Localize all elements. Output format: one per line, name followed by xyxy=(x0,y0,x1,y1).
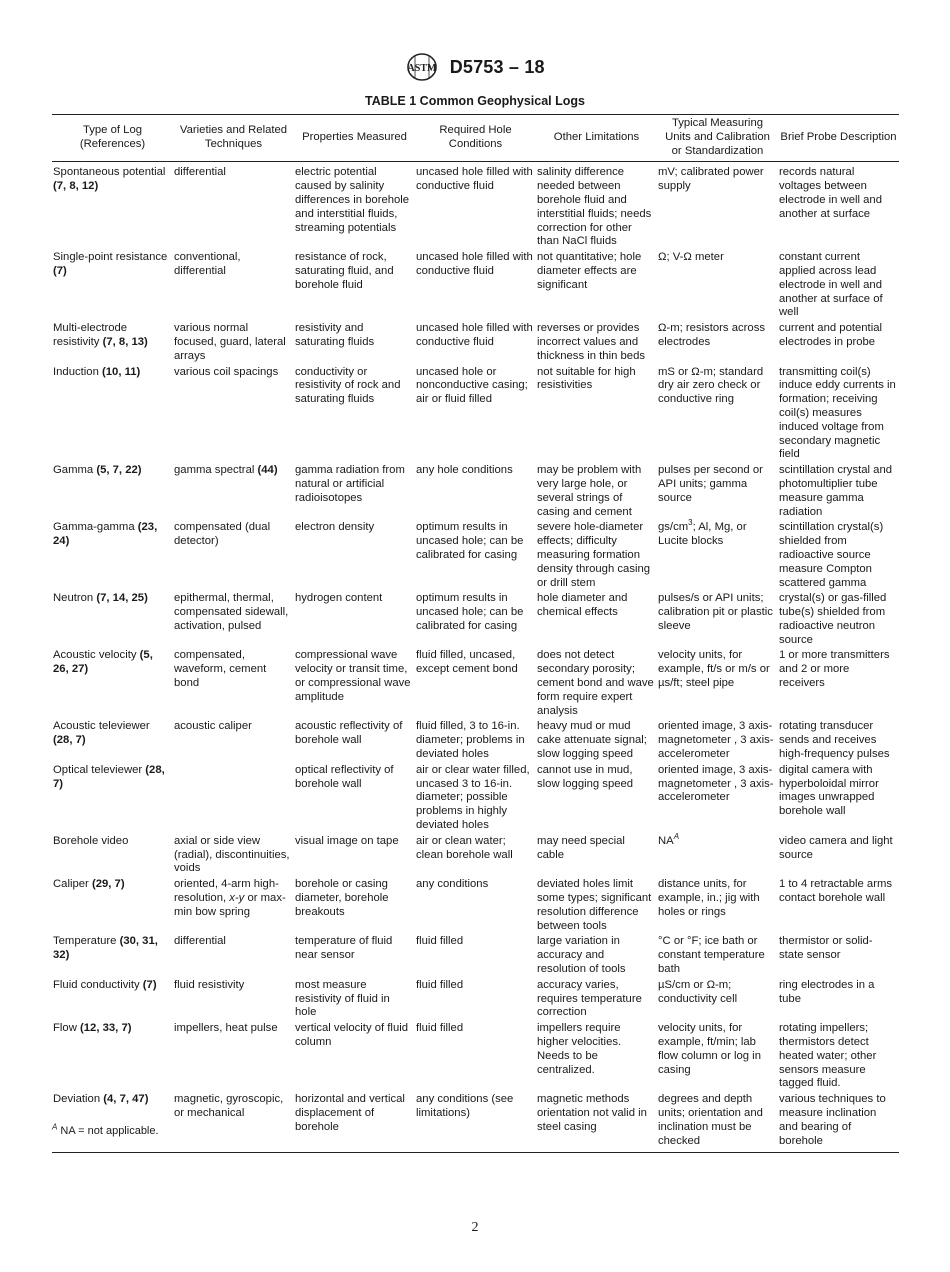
log-name: Multi-electrode resistivity xyxy=(53,322,128,348)
varieties-cell xyxy=(173,463,294,520)
limitations-cell: may be problem with very large hole, or several strings of casing and cement xyxy=(537,464,642,518)
hole-conditions-cell: uncased hole filled with conductive fluid xyxy=(416,166,533,193)
varieties-cell xyxy=(173,365,294,464)
probe-description-cell: digital camera with hyperboloidal mirror images unwrapped borehole wall xyxy=(779,763,879,818)
probe-description-cell: ring electrodes in a tube xyxy=(779,978,875,1005)
units-text: velocity units, for example, ft/min; lab flow column or log in casing xyxy=(658,1022,761,1076)
probe-description-cell: current and potential electrodes in probe xyxy=(779,322,882,348)
table-row xyxy=(52,162,899,250)
log-type-cell xyxy=(52,978,173,1021)
table-row xyxy=(52,877,899,934)
units-text: µS/cm or Ω-m; conductivity cell xyxy=(658,978,738,1005)
probe-description-cell: records natural voltages between electrode in well and another at surface xyxy=(779,166,882,220)
column-header: Typical Measuring Units and Calibration or Standardization xyxy=(657,115,778,162)
log-name: Neutron xyxy=(53,592,94,605)
properties-cell: temperature of fluid near sensor xyxy=(295,935,393,962)
table-row xyxy=(52,978,899,1021)
limitations-cell: large variation in accuracy and resolution of tools xyxy=(537,935,626,976)
limitations-cell: cannot use in mud, slow logging speed xyxy=(537,763,634,790)
hole-conditions-cell: fluid filled xyxy=(416,935,464,948)
varieties-cell xyxy=(173,719,294,762)
varieties-text: acoustic caliper xyxy=(174,720,252,733)
log-name: Deviation xyxy=(53,1093,101,1106)
column-header: Type of Log (References) xyxy=(52,115,173,162)
varieties-cell xyxy=(173,877,294,934)
hole-conditions-cell: uncased hole or nonconductive casing; air or fluid filled xyxy=(416,365,528,406)
log-references: (28, 7) xyxy=(53,763,165,790)
hole-conditions-cell: fluid filled xyxy=(416,978,464,991)
properties-cell: resistance of rock, saturating fluid, and borehole fluid xyxy=(295,251,394,291)
footnote-mark: A xyxy=(52,1122,58,1132)
log-name: Borehole video xyxy=(53,834,129,847)
varieties-cell xyxy=(173,648,294,719)
units-text: pulses per second or API units; gamma source xyxy=(658,464,763,504)
properties-cell: visual image on tape xyxy=(295,834,399,847)
units-text: Ω-m; resistors across electrodes xyxy=(658,322,765,348)
limitations-cell: salinity difference needed between borehole fluid and interstitial fluids; needs correction for other than NaCl fluids xyxy=(537,166,652,248)
table-row xyxy=(52,834,899,877)
varieties-text: epithermal, thermal, compensated sidewall, activation, pulsed xyxy=(174,592,289,632)
limitations-cell: hole diameter and chemical effects xyxy=(537,592,628,619)
probe-description-cell: video camera and light source xyxy=(779,834,893,861)
column-header: Properties Measured xyxy=(294,115,415,162)
units-cell xyxy=(657,877,778,934)
table-row xyxy=(52,520,899,591)
probe-description-cell: 1 or more transmitters and 2 or more receivers xyxy=(779,649,890,690)
properties-cell: borehole or casing diameter, borehole breakouts xyxy=(295,878,389,918)
units-footnote-mark: A xyxy=(673,832,680,842)
units-cell xyxy=(657,463,778,520)
varieties-cell xyxy=(173,978,294,1021)
table-row xyxy=(52,250,899,321)
log-type-cell xyxy=(52,1021,173,1092)
log-name: Single-point resistance xyxy=(53,251,168,264)
limitations-cell: deviated holes limit some types; significant resolution difference between tools xyxy=(537,878,652,932)
probe-description-cell: rotating impellers; thermistors detect heated water; other sensors measure tagged fluid. xyxy=(779,1022,877,1090)
geophysical-logs-table xyxy=(52,114,899,1153)
table-header xyxy=(52,115,899,162)
units-cell xyxy=(657,1021,778,1092)
probe-description-cell: 1 to 4 retractable arms contact borehole wall xyxy=(779,878,893,905)
log-name: Flow xyxy=(53,1022,77,1035)
units-cell xyxy=(657,648,778,719)
table-row xyxy=(52,591,899,648)
varieties-text: various coil spacings xyxy=(174,365,279,378)
units-text: NA xyxy=(658,834,674,847)
probe-description-cell: constant current applied across lead electrode in well and another at surface of well xyxy=(779,251,883,319)
units-cell xyxy=(657,934,778,977)
probe-description-cell: transmitting coil(s) induce eddy currents in formation; receiving coil(s) measures induced voltage from secondary magnetic field xyxy=(779,365,896,461)
varieties-cell xyxy=(173,834,294,877)
log-references: (30, 31, 32) xyxy=(53,935,158,962)
properties-cell: electric potential caused by salinity differences in borehole and interstitial fluids, streaming potentials xyxy=(295,166,410,234)
log-type-cell xyxy=(52,934,173,977)
table-row xyxy=(52,934,899,977)
log-name: Temperature xyxy=(53,935,117,948)
table-row xyxy=(52,719,899,762)
varieties-text: magnetic, gyroscopic, or mechanical xyxy=(174,1093,284,1119)
log-references: (7) xyxy=(53,264,67,277)
column-header: Varieties and Related Techniques xyxy=(173,115,294,162)
table-body xyxy=(52,162,899,1153)
varieties-cell xyxy=(173,250,294,321)
log-name: Acoustic televiewer xyxy=(53,720,150,733)
column-header: Brief Probe Description xyxy=(778,115,899,162)
log-references: (29, 7) xyxy=(91,878,125,891)
table-row xyxy=(52,648,899,719)
log-name: Gamma xyxy=(53,464,94,477)
table-row xyxy=(52,365,899,464)
units-text: gs/cm xyxy=(658,521,689,534)
varieties-cell xyxy=(173,520,294,591)
units-text: distance units, for example, in.; jig with holes or rings xyxy=(658,878,760,918)
column-header: Other Limitations xyxy=(536,115,657,162)
properties-cell: vertical velocity of fluid column xyxy=(295,1022,409,1048)
units-text: oriented image, 3 axis-magnetometer , 3 axis-accelerometer xyxy=(658,720,774,761)
log-type-cell xyxy=(52,719,173,762)
units-cell xyxy=(657,365,778,464)
varieties-text: axial or side view (radial), discontinuities, voids xyxy=(174,834,290,875)
units-cell xyxy=(657,520,778,591)
units-cell xyxy=(657,250,778,321)
hole-conditions-cell: optimum results in uncased hole; can be calibrated for casing xyxy=(416,592,524,632)
limitations-cell: reverses or provides incorrect values and thickness in thin beds xyxy=(537,322,646,362)
log-type-cell xyxy=(52,877,173,934)
varieties-text: fluid resistivity xyxy=(174,978,245,991)
units-text: velocity units, for example, ft/s or m/s or µs/ft; steel pipe xyxy=(658,649,770,690)
properties-cell: horizontal and vertical displacement of borehole xyxy=(294,1092,415,1153)
document-designation: D5753 – 18 xyxy=(449,56,545,77)
header-row xyxy=(52,115,899,162)
properties-cell: resistivity and saturating fluids xyxy=(295,322,375,348)
table-row xyxy=(52,463,899,520)
varieties-text: oriented, 4-arm high-resolution, xyxy=(174,878,279,905)
log-references: (7, 14, 25) xyxy=(96,592,148,605)
units-cell xyxy=(657,321,778,364)
log-name: Gamma-gamma xyxy=(53,521,135,534)
probe-description-cell: various techniques to measure inclination and bearing of borehole xyxy=(778,1092,899,1153)
limitations-cell: impellers require higher velocities. Needs to be centralized. xyxy=(537,1022,622,1076)
limitations-cell: may need special cable xyxy=(537,834,625,861)
hole-conditions-cell: fluid filled, uncased, except cement bond xyxy=(416,649,518,676)
log-type-cell xyxy=(52,321,173,364)
varieties-text: compensated (dual detector) xyxy=(174,521,271,548)
log-references: (12, 33, 7) xyxy=(80,1022,132,1035)
log-references: (10, 11) xyxy=(102,365,141,378)
limitations-cell: not suitable for high resistivities xyxy=(537,365,636,392)
hole-conditions-cell: any conditions xyxy=(416,878,489,891)
units-cell xyxy=(657,719,778,762)
log-references: (4, 7, 47) xyxy=(103,1093,149,1106)
log-references: (5, 7, 22) xyxy=(96,464,142,477)
table-title: TABLE 1 Common Geophysical Logs xyxy=(365,94,585,108)
limitations-cell: magnetic methods orientation not valid in steel casing xyxy=(536,1092,657,1153)
varieties-text: various normal focused, guard, lateral arrays xyxy=(174,322,286,362)
properties-cell: optical reflectivity of borehole wall xyxy=(295,763,394,790)
units-cell xyxy=(657,162,778,250)
table-row xyxy=(52,1021,899,1092)
properties-cell: most measure resistivity of fluid in hole xyxy=(295,978,390,1019)
probe-description-cell: crystal(s) or gas-filled tube(s) shielded from radioactive neutron source xyxy=(779,592,887,646)
varieties-text: gamma spectral xyxy=(174,464,258,477)
hole-conditions-cell: optimum results in uncased hole; can be calibrated for casing xyxy=(416,521,524,561)
log-name: Caliper xyxy=(53,878,89,891)
log-name: Acoustic velocity xyxy=(53,649,137,662)
table-row xyxy=(52,321,899,364)
units-text: Ω; V-Ω meter xyxy=(658,251,724,264)
log-type-cell xyxy=(52,365,173,464)
varieties-text: conventional, differential xyxy=(174,251,241,277)
svg-text:ASTM: ASTM xyxy=(407,63,437,74)
properties-cell: compressional wave velocity or transit time, or compressional wave amplitude xyxy=(295,649,411,703)
units-text: mV; calibrated power supply xyxy=(658,166,764,193)
log-type-cell xyxy=(52,591,173,648)
limitations-cell: does not detect secondary porosity; cement bond and wave form require expert analysis xyxy=(537,649,654,717)
probe-description-cell: thermistor or solid-state sensor xyxy=(779,935,873,962)
properties-cell: conductivity or resistivity of rock and saturating fluids xyxy=(295,365,401,406)
log-type-cell xyxy=(52,250,173,321)
footnote-text: NA = not applicable. xyxy=(57,1125,159,1137)
units-text: degrees and depth units; orientation and inclination must be checked xyxy=(658,1093,763,1147)
page-header xyxy=(0,52,950,86)
units-text: °C or °F; ice bath or constant temperature bath xyxy=(658,935,765,976)
units-cell xyxy=(657,834,778,877)
units-text-end: ; Al, Mg, or Lucite blocks xyxy=(658,521,747,548)
log-name: Fluid conductivity xyxy=(53,978,140,991)
probe-description-cell: scintillation crystal and photomultiplier tube measure gamma radiation xyxy=(779,464,893,518)
hole-conditions-cell: uncased hole filled with conductive fluid xyxy=(416,322,533,348)
hole-conditions-cell: any conditions (see limitations) xyxy=(415,1092,536,1153)
varieties-cell xyxy=(173,763,294,834)
varieties-reference: (44) xyxy=(257,464,278,477)
properties-cell: acoustic reflectivity of borehole wall xyxy=(295,720,403,747)
table-row xyxy=(52,1092,899,1153)
varieties-cell xyxy=(173,934,294,977)
units-cell xyxy=(657,978,778,1021)
varieties-text: impellers, heat pulse xyxy=(174,1022,278,1035)
units-superscript: 3 xyxy=(688,518,693,528)
log-name: Induction xyxy=(53,365,99,378)
limitations-cell: accuracy varies, requires temperature correction xyxy=(537,978,642,1019)
varieties-text: differential xyxy=(174,935,226,948)
hole-conditions-cell: air or clean water; clean borehole wall xyxy=(416,834,513,861)
table-footnote xyxy=(52,1122,159,1137)
varieties-cell xyxy=(173,1092,294,1153)
log-type-cell xyxy=(52,1092,173,1153)
limitations-cell: heavy mud or mud cake attenuate signal; slow logging speed xyxy=(537,720,647,761)
units-text: pulses/s or API units; calibration pit or plastic sleeve xyxy=(658,592,773,632)
log-references: (7, 8, 12) xyxy=(53,180,99,193)
varieties-cell xyxy=(173,1021,294,1092)
limitations-cell: not quantitative; hole diameter effects are significant xyxy=(537,251,642,291)
log-references: (28, 7) xyxy=(53,734,86,747)
log-type-cell xyxy=(52,648,173,719)
limitations-cell: severe hole-diameter effects; difficulty measuring formation density through casing or drill stem xyxy=(537,521,651,589)
table-row xyxy=(52,763,899,834)
astm-logo-icon xyxy=(405,52,439,82)
log-references: (7, 8, 13) xyxy=(102,335,148,348)
units-cell xyxy=(657,763,778,834)
varieties-text-end: or max-min bow spring xyxy=(174,892,286,918)
probe-description-cell: rotating transducer sends and receives high-frequency pulses xyxy=(779,720,890,761)
log-name: Spontaneous potential xyxy=(53,166,166,179)
properties-cell: hydrogen content xyxy=(295,592,383,605)
units-text: mS or Ω-m; standard dry air zero check or conductive ring xyxy=(658,365,764,406)
properties-cell: electron density xyxy=(295,521,375,534)
page-number: 2 xyxy=(471,1220,479,1235)
hole-conditions-cell: uncased hole filled with conductive fluid xyxy=(416,251,533,277)
varieties-text: differential xyxy=(174,166,226,179)
log-references: (23, 24) xyxy=(53,521,158,548)
log-type-cell xyxy=(52,763,173,834)
hole-conditions-cell: fluid filled, 3 to 16-in. diameter; problems in deviated holes xyxy=(416,720,525,761)
hole-conditions-cell: fluid filled xyxy=(416,1022,464,1035)
hole-conditions-cell: air or clear water filled, uncased 3 to 16-in. diameter; possible problems in highly deviated holes xyxy=(416,763,530,832)
probe-description-cell: scintillation crystal(s) shielded from radioactive source measure Compton scattered gamma xyxy=(779,521,884,589)
hole-conditions-cell: any hole conditions xyxy=(416,464,513,477)
log-type-cell xyxy=(52,520,173,591)
log-name: Optical televiewer xyxy=(53,763,143,776)
varieties-cell xyxy=(173,591,294,648)
units-cell xyxy=(657,1092,778,1153)
log-type-cell xyxy=(52,463,173,520)
properties-cell: gamma radiation from natural or artificial radioisotopes xyxy=(295,464,405,504)
varieties-cell xyxy=(173,321,294,364)
varieties-text: compensated, waveform, cement bond xyxy=(174,649,267,690)
column-header: Required Hole Conditions xyxy=(415,115,536,162)
units-cell xyxy=(657,591,778,648)
varieties-italic: x-y xyxy=(229,892,245,905)
units-text: oriented image, 3 axis-magnetometer , 3 axis-accelerometer xyxy=(658,763,774,804)
log-references: (5, 26, 27) xyxy=(53,649,153,676)
log-type-cell xyxy=(52,162,173,250)
log-references: (7) xyxy=(142,978,157,991)
varieties-cell xyxy=(173,162,294,250)
log-type-cell xyxy=(52,834,173,877)
